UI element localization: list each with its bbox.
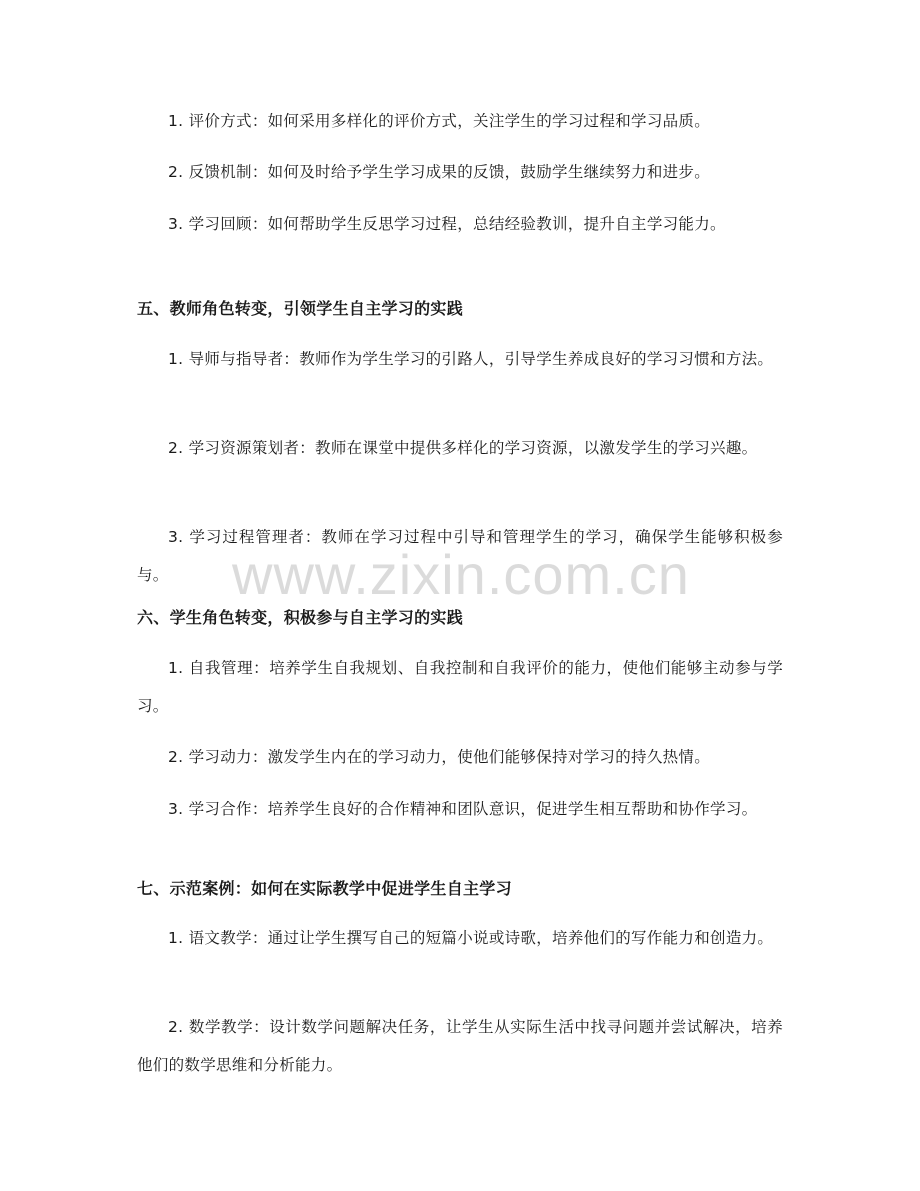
section-heading-5: 五、教师角色转变，引领学生自主学习的实践 xyxy=(137,299,464,318)
section-heading-7: 七、示范案例：如何在实际教学中促进学生自主学习 xyxy=(137,879,512,898)
paragraph-evaluation-method: 1. 评价方式：如何采用多样化的评价方式，关注学生的学习过程和学习品质。 xyxy=(168,112,711,130)
paragraph-learning-review: 3. 学习回顾：如何帮助学生反思学习过程，总结经验教训，提升自主学习能力。 xyxy=(168,215,726,233)
watermark: www.zixin.com.cn xyxy=(232,543,690,606)
paragraph-resource-planner: 2. 学习资源策划者：教师在课堂中提供多样化的学习资源，以激发学生的学习兴趣。 xyxy=(168,439,758,457)
paragraph-math-teaching: 2. 数学教学：设计数学问题解决任务，让学生从实际生活中找寻问题并尝试解决，培养他们的数学思维和分析能力。 xyxy=(137,1018,783,1074)
section-heading-6: 六、学生角色转变，积极参与自主学习的实践 xyxy=(137,608,464,627)
paragraph-self-management: 1. 自我管理：培养学生自我规划、自我控制和自我评价的能力，使他们能够主动参与学习。 xyxy=(137,659,783,715)
paragraph-mentor-guide: 1. 导师与指导者：教师作为学生学习的引路人，引导学生养成良好的学习习惯和方法。 xyxy=(168,350,774,368)
paragraph-process-manager: 3. 学习过程管理者：教师在学习过程中引导和管理学生的学习，确保学生能够积极参与。 xyxy=(137,528,783,584)
paragraph-chinese-teaching: 1. 语文教学：通过让学生撰写自己的短篇小说或诗歌，培养他们的写作能力和创造力。 xyxy=(168,929,774,947)
paragraph-learning-motivation: 2. 学习动力：激发学生内在的学习动力，使他们能够保持对学习的持久热情。 xyxy=(168,748,711,766)
paragraph-learning-cooperation: 3. 学习合作：培养学生良好的合作精神和团队意识，促进学生相互帮助和协作学习。 xyxy=(168,800,758,818)
paragraph-feedback-mechanism: 2. 反馈机制：如何及时给予学生学习成果的反馈，鼓励学生继续努力和进步。 xyxy=(168,163,711,181)
